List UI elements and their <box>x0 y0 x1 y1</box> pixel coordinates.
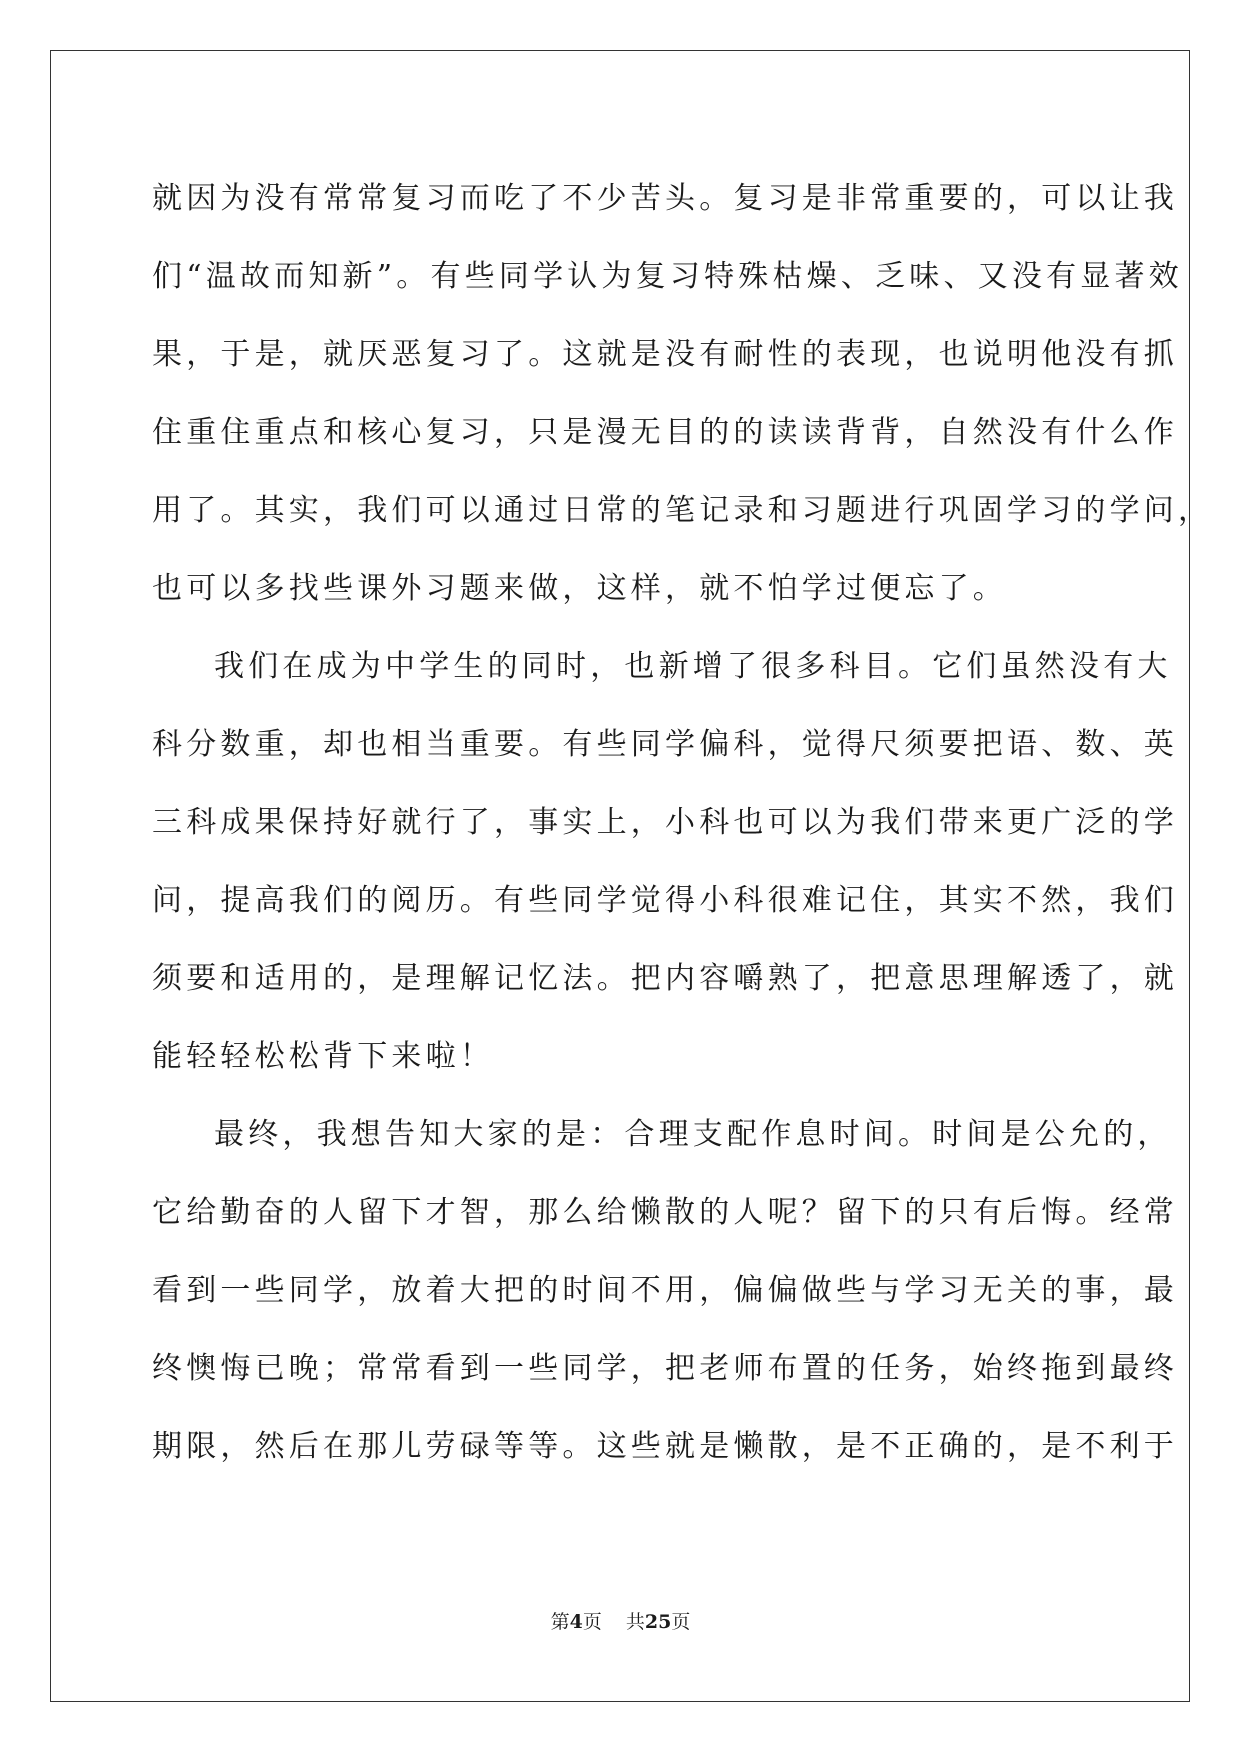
paragraph-start-line: 我们在成为中学生的同时，也新增了很多科目。它们虽然没有大 <box>214 649 1172 684</box>
text-line: 果，于是，就厌恶复习了。这就是没有耐性的表现，也说明他没有抓 <box>152 337 1178 372</box>
text-line: 也可以多找些课外习题来做，这样，就不怕学过便忘了。 <box>152 571 1007 606</box>
text-line: 终懊悔已晚；常常看到一些同学，把老师布置的任务，始终拖到最终 <box>152 1351 1178 1386</box>
text-line: 看到一些同学，放着大把的时间不用，偏偏做些与学习无关的事，最 <box>152 1273 1178 1308</box>
footer-prefix: 第 <box>550 1611 570 1633</box>
text-line: 能轻轻松松背下来啦！ <box>152 1039 494 1074</box>
total-pages-number: 25 <box>644 1611 672 1633</box>
text-line: 期限，然后在那儿劳碌等等。这些就是懒散，是不正确的，是不利于 <box>152 1429 1178 1464</box>
text-line: 住重住重点和核心复习，只是漫无目的的读读背背，自然没有什么作 <box>152 415 1178 450</box>
footer-total-suffix: 页 <box>671 1611 691 1633</box>
document-body <box>152 160 1213 1486</box>
text-line: 科分数重，却也相当重要。有些同学偏科，觉得尺须要把语、数、英 <box>152 727 1178 762</box>
text-line: 三科成果保持好就行了，事实上，小科也可以为我们带来更广泛的学 <box>152 805 1178 840</box>
text-line: 问，提高我们的阅历。有些同学觉得小科很难记住，其实不然，我们 <box>152 883 1178 918</box>
text-line: 就因为没有常常复习而吃了不少苦头。复习是非常重要的，可以让我 <box>152 181 1178 216</box>
current-page-number: 4 <box>569 1611 583 1633</box>
page-number-footer <box>0 1610 1241 1634</box>
text-line: 它给勤奋的人留下才智，那么给懒散的人呢？留下的只有后悔。经常 <box>152 1195 1178 1230</box>
text-line: 须要和适用的，是理解记忆法。把内容嚼熟了，把意思理解透了，就 <box>152 961 1178 996</box>
text-line: 用了。其实，我们可以通过日常的笔记录和习题进行巩固学习的学问， <box>152 493 1213 528</box>
footer-total-prefix: 共 <box>625 1611 645 1633</box>
paragraph-start-line: 最终，我想告知大家的是：合理支配作息时间。时间是公允的， <box>214 1117 1172 1152</box>
footer-page-word: 页 <box>582 1611 602 1633</box>
text-line: 们“温故而知新”。有些同学认为复习特殊枯燥、乏味、又没有显著效 <box>152 259 1183 294</box>
